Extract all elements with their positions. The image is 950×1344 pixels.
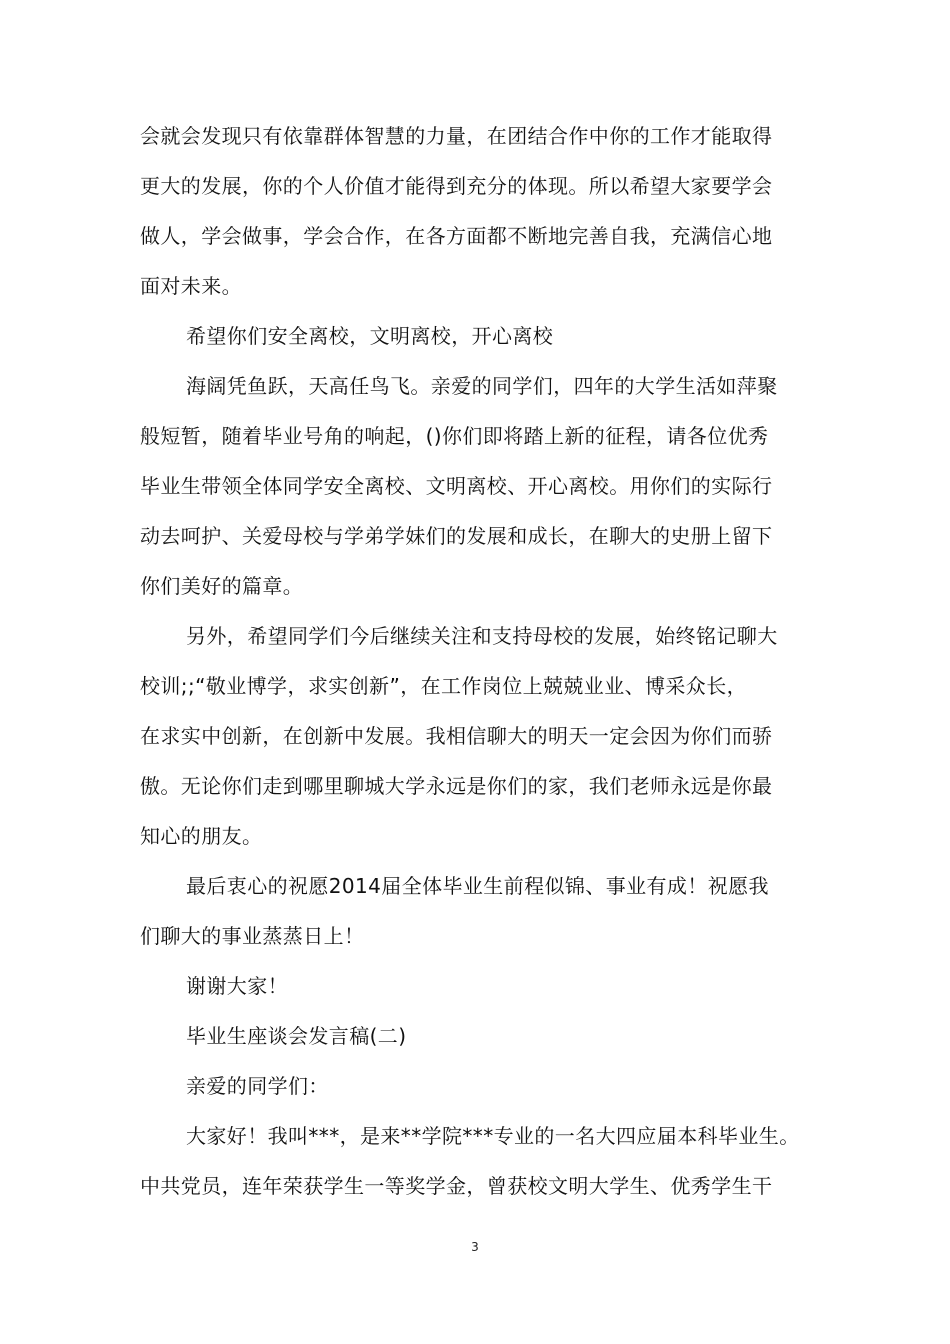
text-line: 海阔凭鱼跃，天高任鸟飞。亲爱的同学们，四年的大学生活如萍聚 — [186, 374, 778, 398]
text-line: 会就会发现只有依靠群体智慧的力量，在团结合作中你的工作才能取得 — [140, 124, 773, 148]
text-line: 希望你们安全离校，文明离校，开心离校 — [186, 324, 554, 348]
text-line: 最后衷心的祝愿2014届全体毕业生前程似锦、事业有成！祝愿我 — [186, 874, 769, 898]
text-line: 做人，学会做事，学会合作，在各方面都不断地完善自我，充满信心地 — [140, 224, 773, 248]
text-line: 在求实中创新，在创新中发展。我相信聊大的明天一定会因为你们而骄 — [140, 724, 773, 748]
text-line: 们聊大的事业蒸蒸日上！ — [140, 924, 365, 948]
text-line: 校训;;“敬业博学，求实创新”，在工作岗位上兢兢业业、博采众长， — [140, 674, 747, 698]
text-line: 面对未来。 — [140, 274, 242, 298]
text-line: 另外，希望同学们今后继续关注和支持母校的发展，始终铭记聊大 — [186, 624, 778, 648]
text-line: 动去呵护、关爱母校与学弟学妹们的发展和成长，在聊大的史册上留下 — [140, 524, 773, 548]
text-line: 你们美好的篇章。 — [140, 574, 304, 598]
text-line: 中共党员，连年荣获学生一等奖学金，曾获校文明大学生、优秀学生干 — [140, 1174, 773, 1198]
text-line: 毕业生带领全体同学安全离校、文明离校、开心离校。用你们的实际行 — [140, 474, 773, 498]
text-line: 更大的发展，你的个人价值才能得到充分的体现。所以希望大家要学会 — [140, 174, 773, 198]
text-line: 谢谢大家！ — [186, 974, 288, 998]
section-heading: 毕业生座谈会发言稿(二) — [186, 1024, 407, 1048]
text-line: 大家好！我叫***，是来**学院***专业的一名大四应届本科毕业生。 — [186, 1124, 800, 1148]
text-line: 知心的朋友。 — [140, 824, 263, 848]
text-line: 傲。无论你们走到哪里聊城大学永远是你们的家，我们老师永远是你最 — [140, 774, 773, 798]
salutation: 亲爱的同学们： — [186, 1074, 329, 1098]
page-number: 3 — [471, 1240, 479, 1254]
text-line: 般短暂，随着毕业号角的响起，()你们即将踏上新的征程，请各位优秀 — [140, 424, 769, 448]
